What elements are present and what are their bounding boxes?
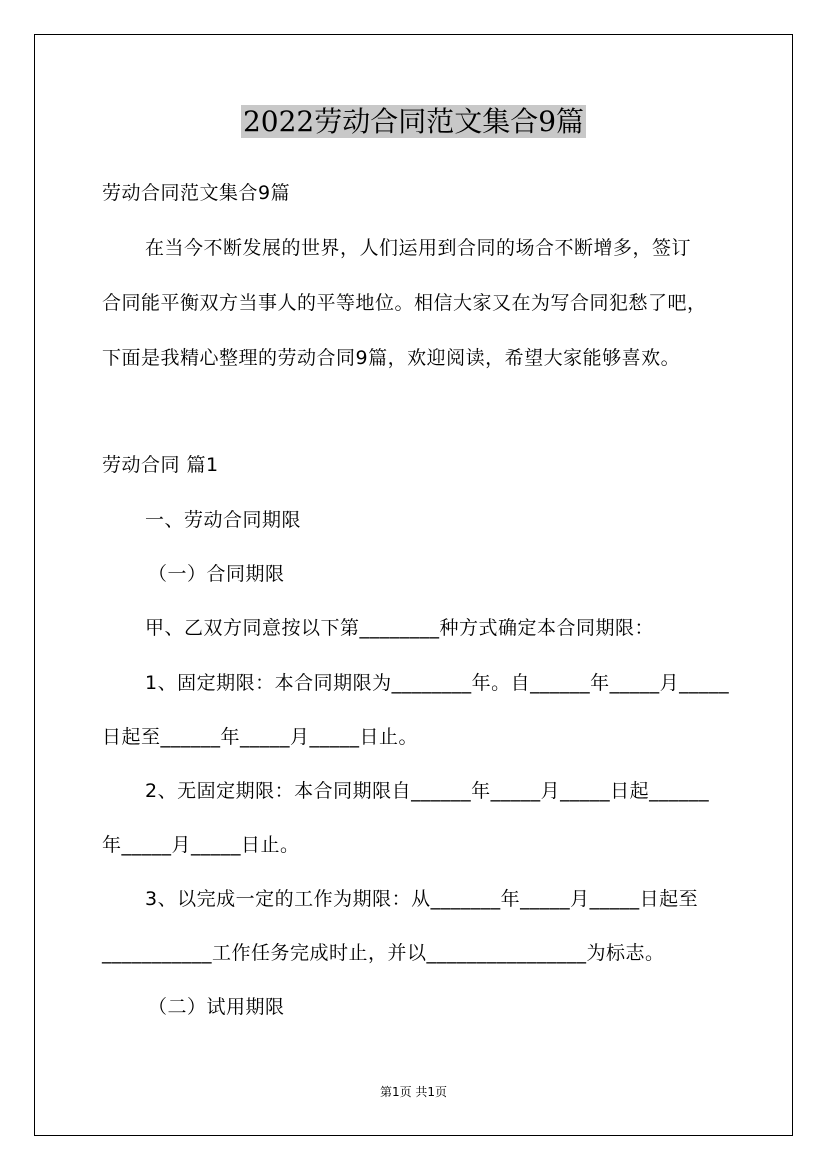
paragraph-line: 下面是我精心整理的劳动合同9篇，欢迎阅读，希望大家能够喜欢。 [102,347,681,369]
paragraph-line: 3、以完成一定的工作为期限：从_______年_____月_____日起至 [145,888,699,910]
document-title: 2022劳动合同范文集合9篇 [242,105,585,138]
subtitle: 劳动合同范文集合9篇 [102,182,291,204]
subclause-heading: （二）试用期限 [148,996,285,1018]
subclause-heading: （一）合同期限 [148,563,285,585]
paragraph-line: 年_____月_____日止。 [102,834,300,856]
paragraph-line: 在当今不断发展的世界，人们运用到合同的场合不断增多，签订 [145,237,692,259]
paragraph-line: 日起至______年_____月_____日止。 [102,726,419,748]
clause-heading: 一、劳动合同期限 [145,509,302,531]
paragraph-line: 甲、乙双方同意按以下第________种方式确定本合同期限： [145,617,655,639]
paragraph-line: 合同能平衡双方当事人的平等地位。相信大家又在为写合同犯愁了吧， [102,292,707,314]
page-footer: 第1页 共1页 [379,1085,448,1099]
paragraph-line: 1、固定期限：本合同期限为________年。自______年_____月_____ [145,672,730,694]
paragraph-line: 2、无固定期限：本合同期限自______年_____月_____日起______ [145,780,710,802]
paragraph-line: ___________工作任务完成时止，并以________________为标志。 [102,942,665,964]
section-heading: 劳动合同 篇1 [102,454,219,476]
